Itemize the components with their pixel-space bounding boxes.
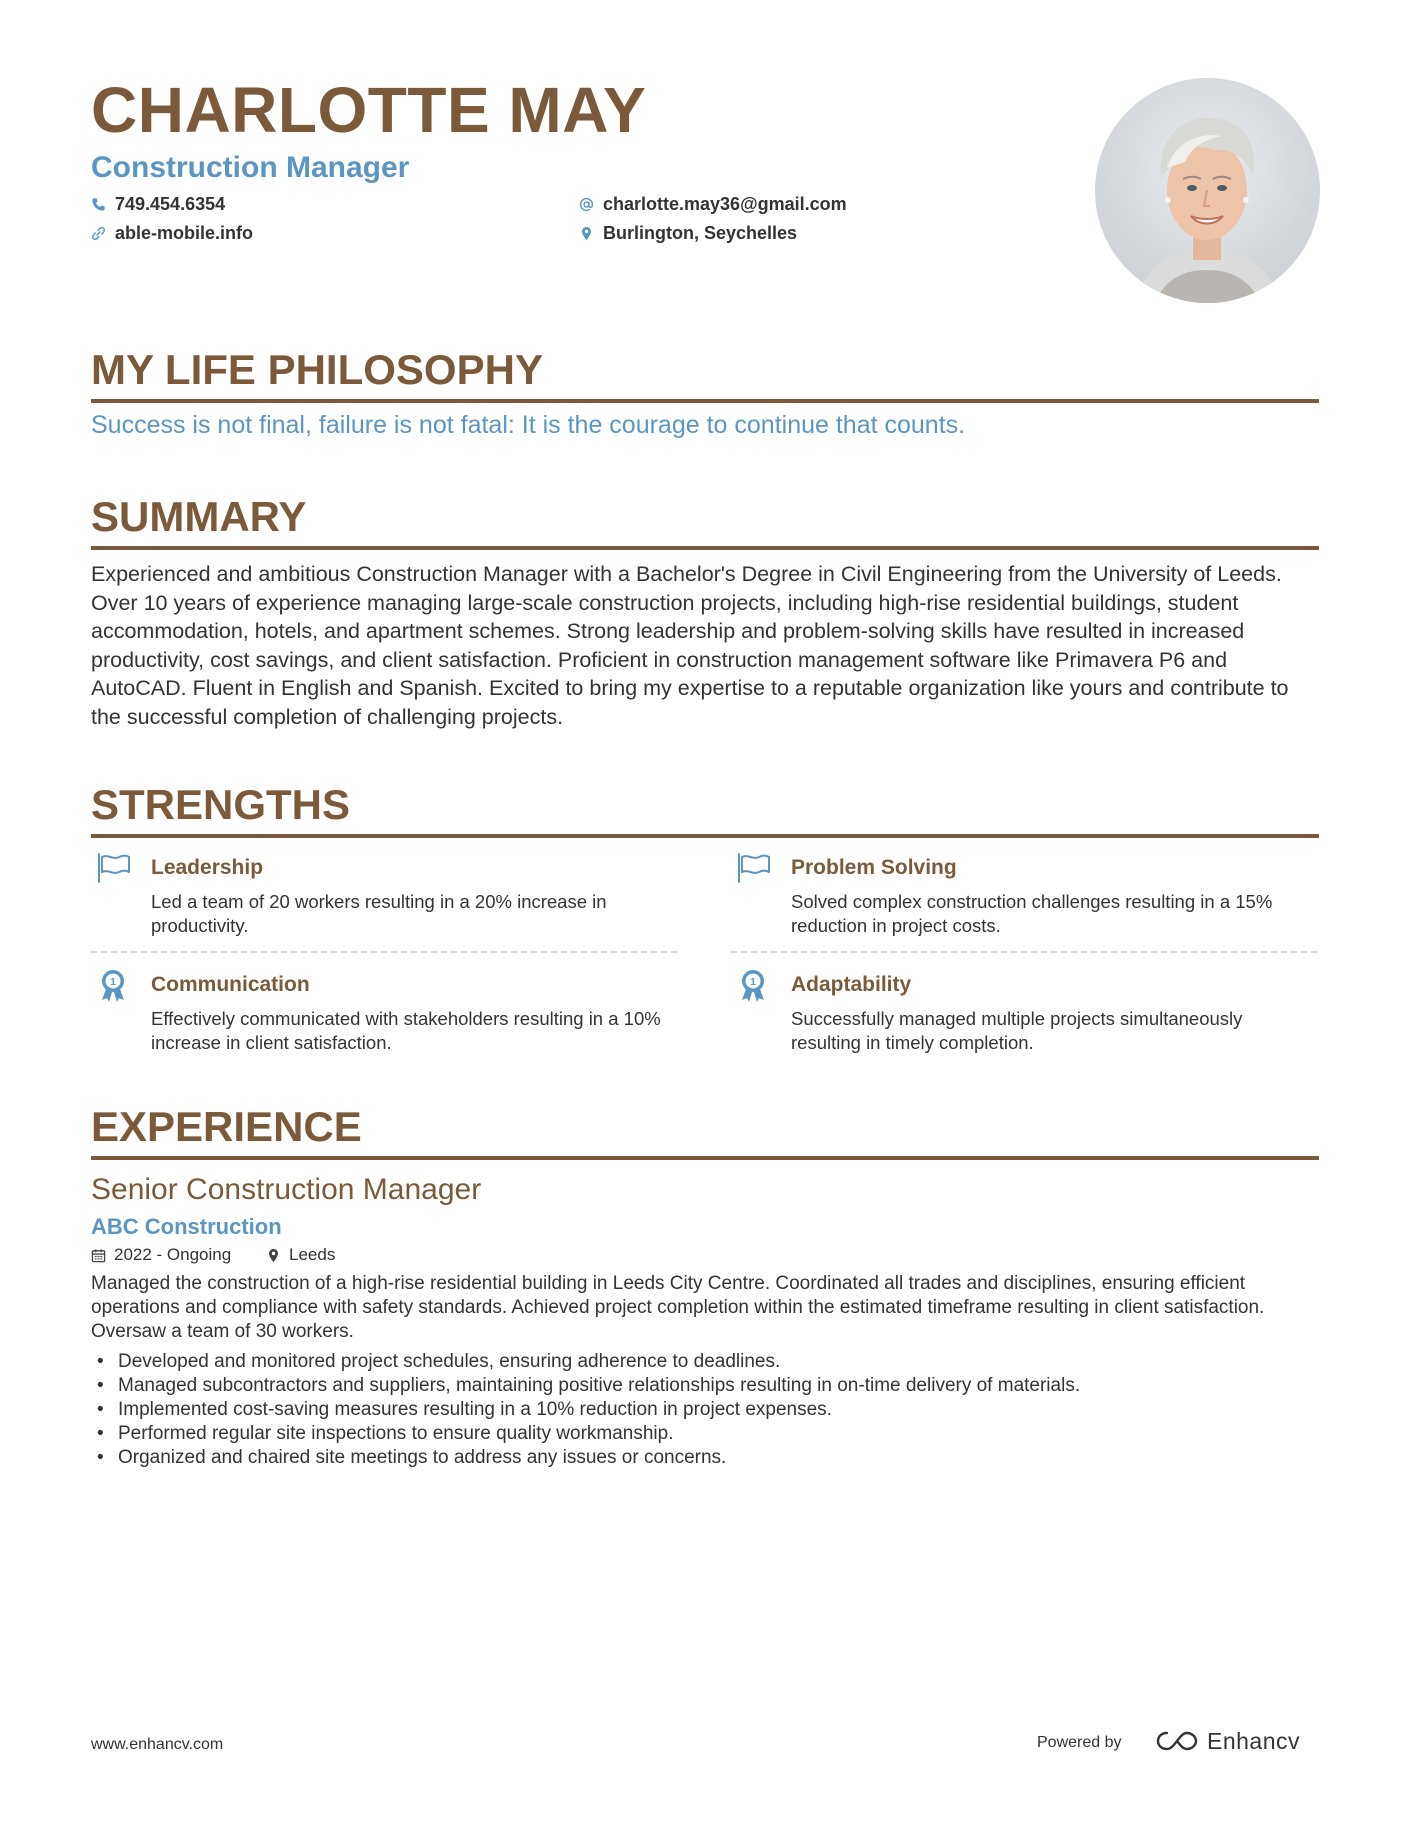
section-title-summary: SUMMARY [91,492,1319,550]
experience-company: ABC Construction [91,1214,282,1239]
enhancv-brand-text: Enhancv [1207,1728,1301,1754]
strength-description: Led a team of 20 workers resulting in a 20% increase in productivity. [151,891,607,936]
map-pin-icon [266,1248,281,1263]
experience-description: Managed the construction of a high-rise residential building in Leeds City Centre. Coordinated all trades and disciplines, ensuring efficient operations and compliance with safety standards. Achieved project completion within the estimated timeframe resulting in client satisfaction. Oversaw a team of 30 workers. [91,1273,1265,1342]
list-item: • Developed and monitored project schedules, ensuring adherence to deadlines. [97,1351,781,1372]
resume-page [91,0,1319,1826]
section-title-experience: EXPERIENCE [91,1102,1319,1160]
list-item: • Organized and chaired site meetings to address any issues or concerns. [97,1447,727,1468]
at-sign-icon [579,197,594,212]
strength-name: Problem Solving [791,856,957,879]
experience-dates [91,1244,231,1266]
footer-powered-by: Powered by [1037,1734,1122,1751]
contact-email[interactable] [579,192,847,216]
dates-text: 2022 - Ongoing [114,1245,232,1264]
strength-name: Communication [151,973,310,996]
summary-text: Experienced and ambitious Construction Manager with a Bachelor's Degree in Civil Engineering from the University of Leeds. Over 10 years of experience managing large-scale construction projects, including high-rise residential buildings, student accommodation, hotels, and apartment schemes. Strong leadership and problem-solving skills have resulted in increased productivity, cost savings, and client satisfaction. Proficient in construction management software like Primavera P6 and AutoCAD. Fluent in English and Spanish. Excited to bring my expertise to a reputable organization like yours and contribute to the successful completion of challenging projects. [91,562,1289,729]
strength-name: Leadership [151,856,264,879]
strength-name: Adaptability [791,973,912,996]
candidate-name: CHARLOTTE MAY [91,74,647,146]
section-title-strengths: STRENGTHS [91,780,1319,838]
email-text: charlotte.may36@gmail.com [603,194,847,214]
location-text: Leeds [289,1245,336,1264]
svg-text:1: 1 [750,977,756,988]
award-medal-icon [735,967,771,1003]
calendar-icon [91,1248,106,1263]
contact-phone[interactable] [91,192,225,216]
flag-icon [95,850,131,886]
map-pin-icon [579,226,594,241]
link-icon [91,226,106,241]
experience-role: Senior Construction Manager [91,1173,482,1206]
phone-icon [91,197,106,212]
list-item: • Managed subcontractors and suppliers, maintaining positive relationships resulting in on-time delivery of materials. [97,1375,1081,1396]
strength-divider [91,951,677,953]
location-text: Burlington, Seychelles [603,223,798,243]
strength-divider [731,951,1317,953]
award-medal-icon [95,967,131,1003]
philosophy-quote: Success is not final, failure is not fatal: It is the courage to continue that counts. [91,411,966,439]
experience-bullets [91,1350,1319,1470]
contact-website[interactable] [91,221,253,245]
strength-description: Successfully managed multiple projects simultaneously resulting in timely completion. [791,1008,1243,1053]
section-title-philosophy: MY LIFE PHILOSOPHY [91,345,1319,403]
contact-location [579,221,797,245]
svg-text:1: 1 [110,977,116,988]
profile-photo [1095,78,1320,303]
enhancv-logo-icon [1155,1729,1199,1753]
phone-text: 749.454.6354 [115,194,226,214]
strength-description: Solved complex construction challenges resulting in a 15% reduction in project costs. [791,891,1273,936]
strength-description: Effectively communicated with stakeholders resulting in a 10% increase in client satisfaction. [151,1008,661,1053]
list-item: • Implemented cost-saving measures resulting in a 10% reduction in project expenses. [97,1399,832,1420]
job-title: Construction Manager [91,151,410,184]
experience-location [266,1244,335,1266]
list-item: • Performed regular site inspections to ensure quality workmanship. [97,1423,674,1444]
website-text: able-mobile.info [115,223,254,243]
flag-icon [735,850,771,886]
footer-website-link[interactable]: www.enhancv.com [91,1736,224,1753]
enhancv-logo[interactable] [1155,1726,1300,1756]
